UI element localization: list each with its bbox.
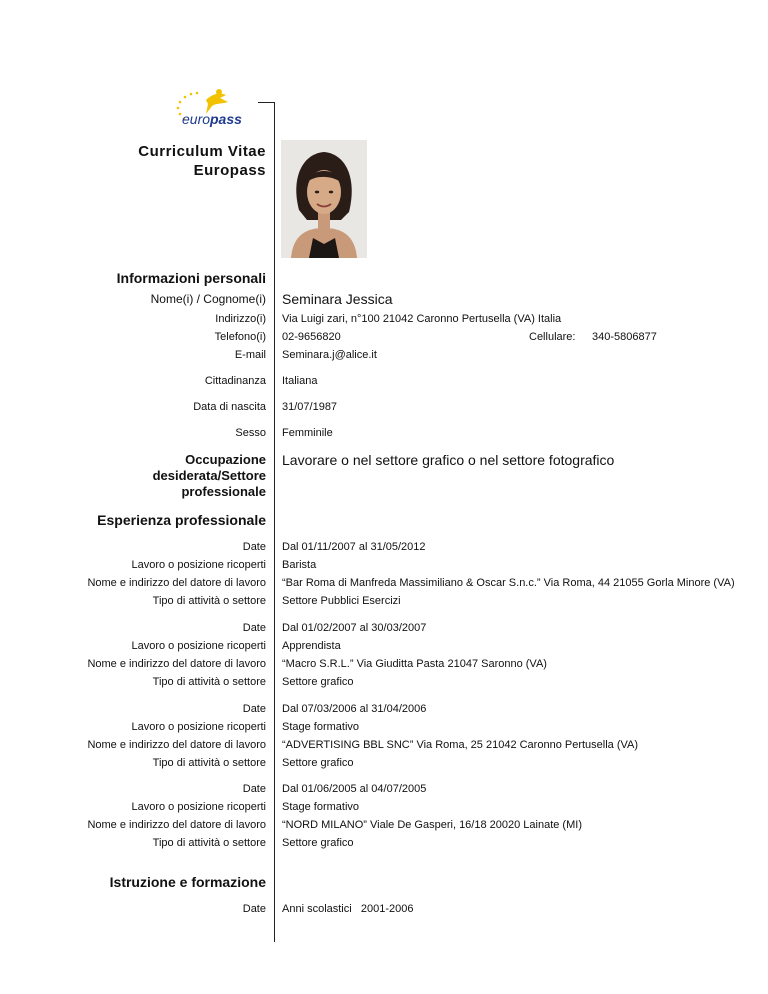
exp4-position: Stage formativo [282,801,360,813]
exp3-employer-label: Nome e indirizzo del datore di lavoro [87,739,266,751]
phone-value: 02-9656820 [282,331,341,343]
exp1-employer: “Bar Roma di Manfreda Massimiliano & Oscar S.n.c.” Via Roma, 44 21055 Gorla Minore (VA) [282,577,735,589]
exp2-position: Apprendista [282,640,341,652]
citizenship-value: Italiana [282,375,318,387]
cv-title-line1: Curriculum Vitae [138,143,266,160]
exp3-position-label: Lavoro o posizione ricoperti [131,721,266,733]
exp1-date: Dal 01/11/2007 al 31/05/2012 [282,541,426,553]
name-label: Nome(i) / Cognome(i) [150,292,266,306]
mobile-value: 340-5806877 [592,331,657,343]
exp3-sector-label: Tipo di attività o settore [152,757,266,769]
email-value[interactable]: Seminara.j@alice.it [282,349,377,361]
exp4-employer-label: Nome e indirizzo del datore di lavoro [87,819,266,831]
exp3-date-label: Date [242,703,266,715]
exp3-position: Stage formativo [282,721,360,733]
occupation-label-line3: professionale [181,484,266,499]
vertical-rule [274,102,275,942]
portrait-icon [281,140,367,258]
exp1-position-label: Lavoro o posizione ricoperti [131,559,266,571]
occupation-label-line2: desiderata/Settore [152,468,266,483]
logo-text-pass: pass [210,111,242,127]
name-value: Seminara Jessica [282,291,393,307]
education-date-label: Date [242,903,266,915]
address-label: Indirizzo(i) [215,313,266,325]
europass-logo [170,84,260,130]
exp4-employer: “NORD MILANO” Viale De Gasperi, 16/18 20020 Lainate (MI) [282,819,582,831]
section-education: Istruzione e formazione [109,874,266,890]
exp4-date: Dal 01/06/2005 al 04/07/2005 [282,783,427,795]
exp3-date: Dal 07/03/2006 al 31/04/2006 [282,703,427,715]
exp2-position-label: Lavoro o posizione ricoperti [131,640,266,652]
europass-logo-icon [170,84,260,130]
exp4-date-label: Date [242,783,266,795]
citizenship-label: Cittadinanza [204,375,266,387]
logo-text-euro: euro [182,111,211,127]
sex-value: Femminile [282,427,333,439]
exp2-date: Dal 01/02/2007 al 30/03/2007 [282,622,427,634]
email-label: E-mail [234,349,266,361]
mobile-label: Cellulare: [529,331,576,343]
exp1-position: Barista [282,559,317,571]
occupation-label-line1: Occupazione [185,452,266,467]
exp3-sector: Settore grafico [282,757,354,769]
exp1-date-label: Date [242,541,266,553]
address-value: Via Luigi zari, n°100 21042 Caronno Pertusella (VA) Italia [282,313,562,325]
birth-value: 31/07/1987 [282,401,338,413]
exp4-sector-label: Tipo di attività o settore [152,837,266,849]
exp1-sector-label: Tipo di attività o settore [152,595,266,607]
section-experience: Esperienza professionale [97,512,266,528]
birth-label: Data di nascita [193,401,266,413]
profile-photo [281,140,367,258]
exp3-employer: “ADVERTISING BBL SNC” Via Roma, 25 21042 Caronno Pertusella (VA) [282,739,639,751]
exp4-sector: Settore grafico [282,837,354,849]
exp1-sector: Settore Pubblici Esercizi [282,595,401,607]
occupation-value: Lavorare o nel settore grafico o nel settore fotografico [282,452,615,468]
top-rule [258,102,274,103]
sex-label: Sesso [235,427,266,439]
exp2-employer: “Macro S.R.L.” Via Giuditta Pasta 21047 Saronno (VA) [282,658,547,670]
exp2-employer-label: Nome e indirizzo del datore di lavoro [87,658,266,670]
section-personal: Informazioni personali [116,270,266,286]
exp4-position-label: Lavoro o posizione ricoperti [131,801,266,813]
phone-label: Telefono(i) [214,331,266,343]
exp2-sector-label: Tipo di attività o settore [152,676,266,688]
education-date-value: Anni scolastici 2001-2006 [282,903,414,915]
cv-title-line2: Europass [193,162,266,179]
exp1-employer-label: Nome e indirizzo del datore di lavoro [87,577,266,589]
exp2-date-label: Date [242,622,266,634]
exp2-sector: Settore grafico [282,676,354,688]
